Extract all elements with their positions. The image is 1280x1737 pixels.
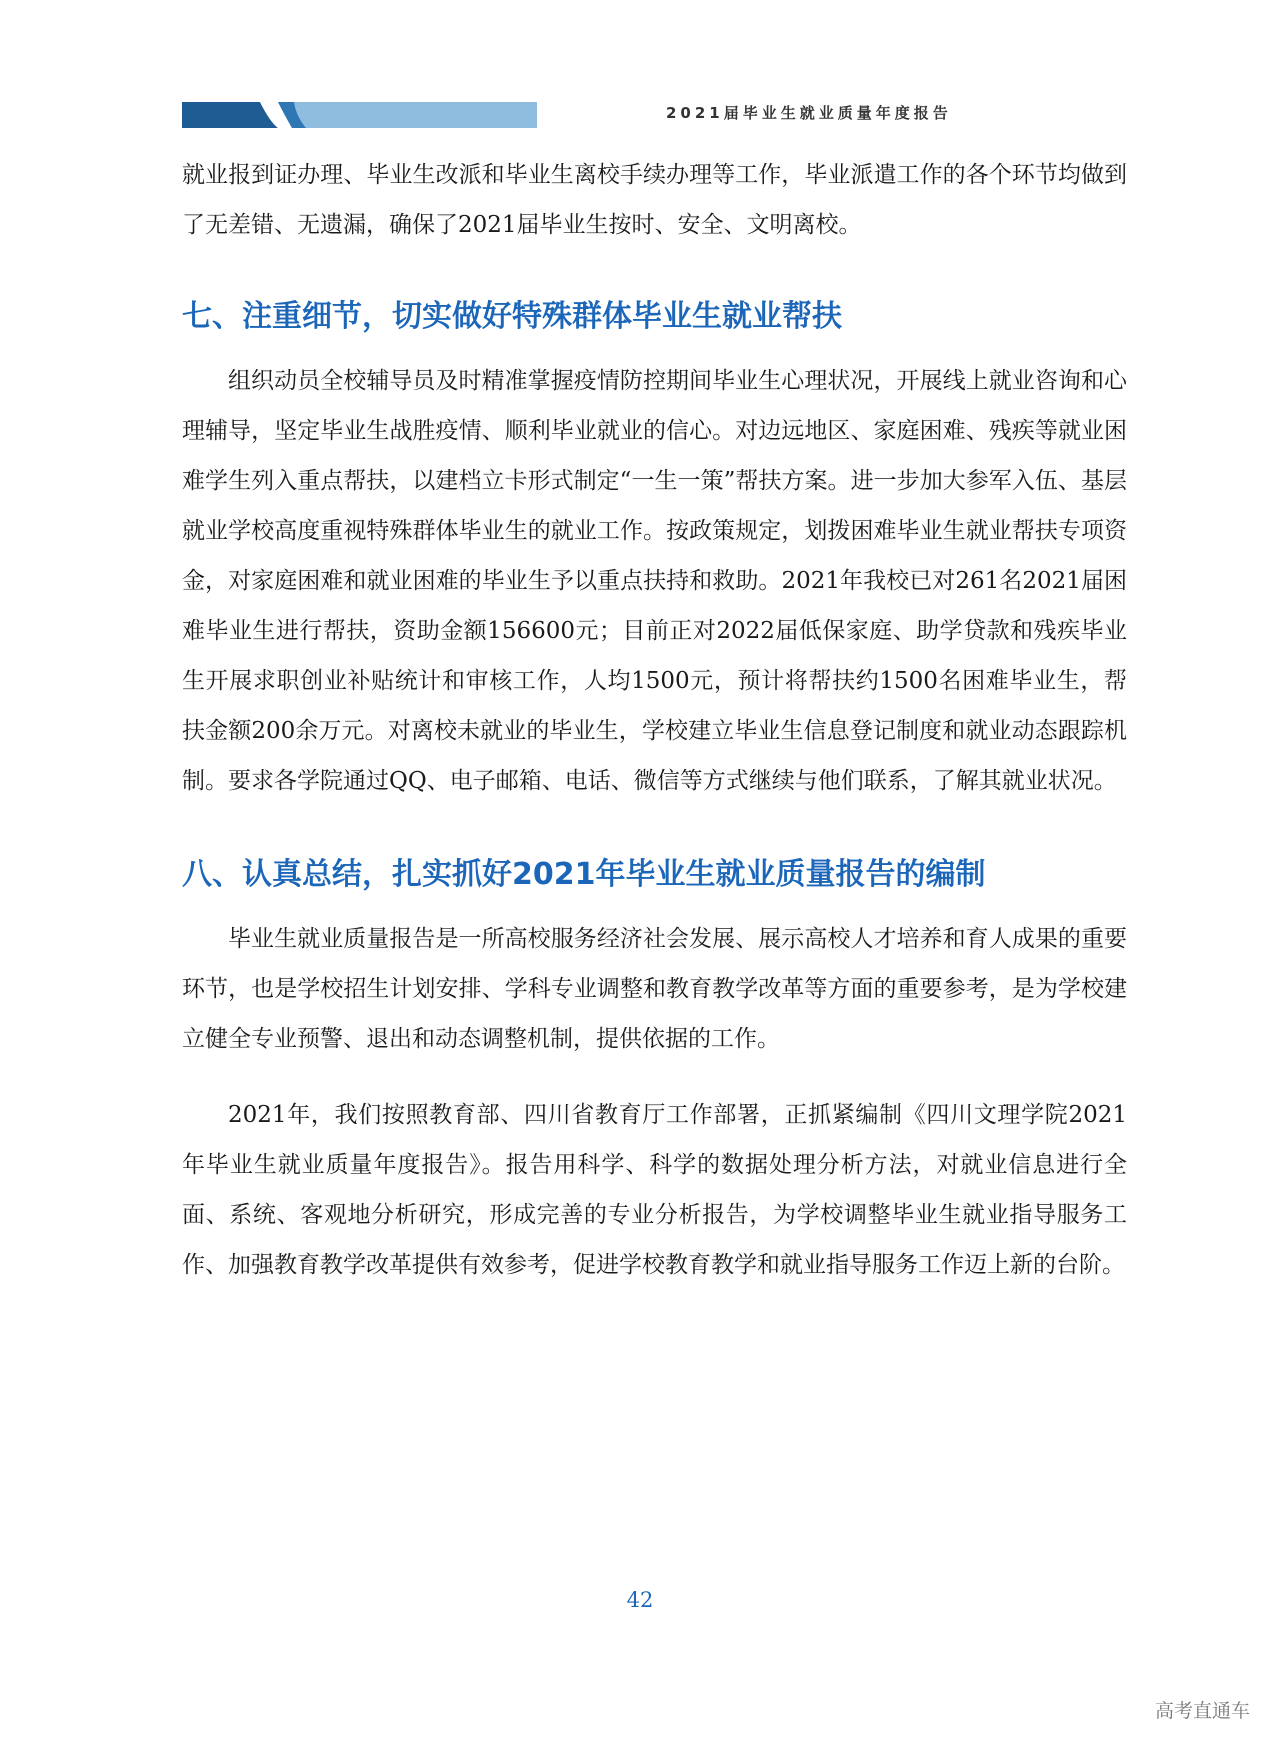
section-8-paragraph-2: 2021年，我们按照教育部、四川省教育厅工作部署，正抓紧编制《四川文理学院2021年毕业生就业质量年度报告》。报告用科学、科学的数据处理分析方法，对就业信息进行全面、系统、客观地分析研究，形成完善的专业分析报告，为学校调整毕业生就业指导服务工作、加强教育教学改革提供有效参考，促进学校教育教学和就业指导服务工作迈上新的台阶。 — [182, 1102, 1127, 1278]
section-7-heading: 七、注重细节，切实做好特殊群体毕业生就业帮扶 — [182, 299, 842, 334]
intro-paragraph: 就业报到证办理、毕业生改派和毕业生离校手续办理等工作，毕业派遣工作的各个环节均做到了无差错、无遗漏，确保了2021届毕业生按时、安全、文明离校。 — [182, 162, 1127, 238]
header-title: 2021届毕业生就业质量年度报告 — [666, 104, 952, 122]
header-banner-logo — [182, 102, 537, 128]
document-body — [182, 150, 1127, 1290]
section-8-paragraph-1: 毕业生就业质量报告是一所高校服务经济社会发展、展示高校人才培养和育人成果的重要环节，也是学校招生计划安排、学科专业调整和教育教学改革等方面的重要参考，是为学校建立健全专业预警、退出和动态调整机制，提供依据的工作。 — [182, 926, 1127, 1052]
page-number: 42 — [626, 1588, 654, 1612]
section-8-heading: 八、认真总结，扎实抓好2021年毕业生就业质量报告的编制 — [182, 857, 986, 892]
watermark-text: 高考直通车 — [1154, 1700, 1250, 1722]
section-7-paragraph: 组织动员全校辅导员及时精准掌握疫情防控期间毕业生心理状况，开展线上就业咨询和心理辅导，坚定毕业生战胜疫情、顺利毕业就业的信心。对边远地区、家庭困难、残疾等就业困难学生列入重点帮扶，以建档立卡形式制定“一生一策”帮扶方案。进一步加大参军入伍、基层就业学校高度重视特殊群体毕业生的就业工作。按政策规定，划拨困难毕业生就业帮扶专项资金，对家庭困难和就业困难的毕业生予以重点扶持和救助。2021年我校已对261名2021届困难毕业生进行帮扶，资助金额156600元；目前正对2022届低保家庭、助学贷款和残疾毕业生开展求职创业补贴统计和审核工作，人均1500元，预计将帮扶约1500名困难毕业生，帮扶金额200余万元。对离校未就业的毕业生，学校建立毕业生信息登记制度和就业动态跟踪机制。要求各学院通过QQ、电子邮箱、电话、微信等方式继续与他们联系，了解其就业状况。 — [182, 368, 1127, 794]
